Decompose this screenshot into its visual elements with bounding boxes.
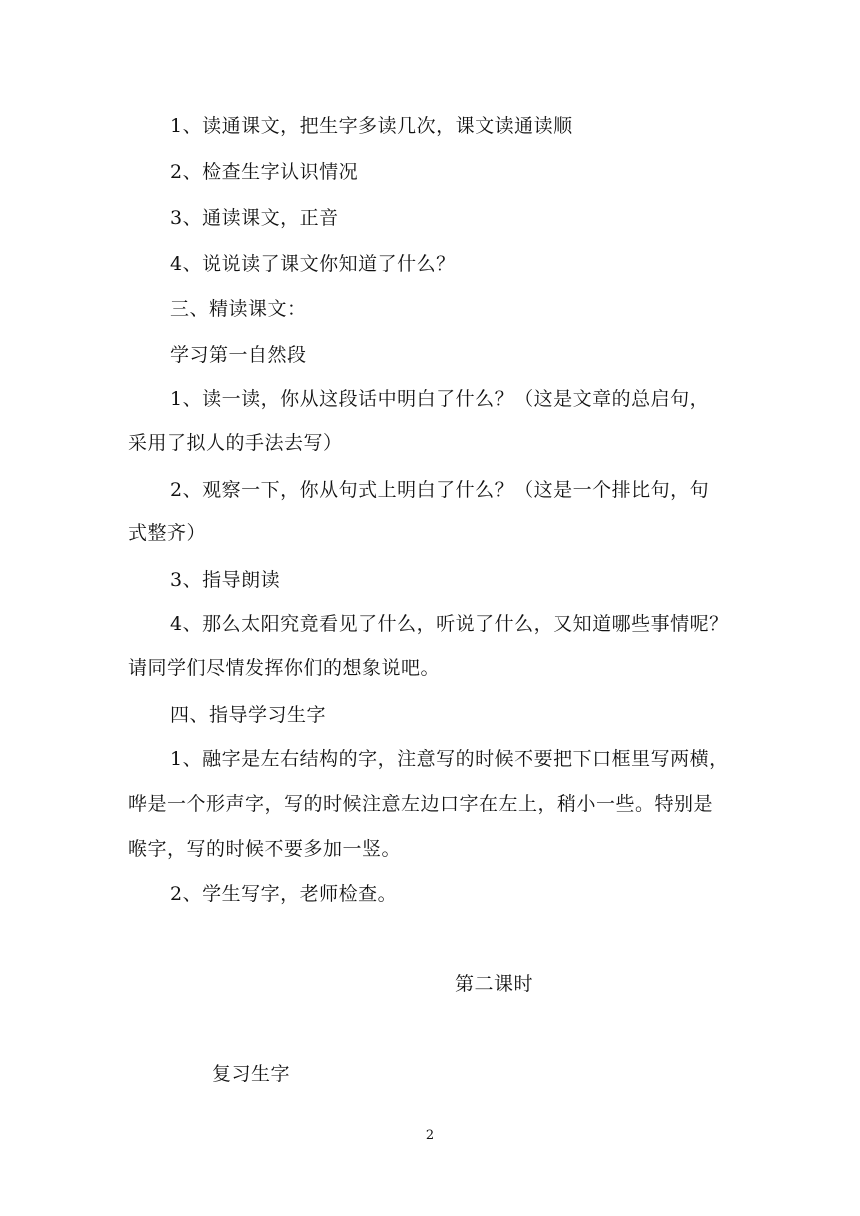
text-line: 3、通读课文，正音 bbox=[170, 207, 339, 229]
text-line: 2、学生写字，老师检查。 bbox=[170, 883, 398, 905]
page-number: 2 bbox=[425, 1128, 435, 1143]
text-line: 4、说说读了课文你知道了什么？ bbox=[170, 253, 456, 275]
text-line: 哗是一个形声字，写的时候注意左边口字在左上，稍小一些。特别是 bbox=[128, 793, 714, 815]
text-line: 复习生字 bbox=[212, 1063, 291, 1085]
text-line: 2、检查生字认识情况 bbox=[170, 161, 359, 183]
text-line: 1、读通课文，把生字多读几次，课文读通读顺 bbox=[170, 115, 573, 137]
lesson-title: 第二课时 bbox=[455, 973, 534, 995]
text-line: 3、指导朗读 bbox=[170, 569, 281, 591]
text-line: 2、观察一下，你从句式上明白了什么？（这是一个排比句，句 bbox=[170, 479, 710, 501]
text-line: 喉字，写的时候不要多加一竖。 bbox=[128, 838, 402, 860]
section-heading: 四、指导学习生字 bbox=[170, 704, 327, 726]
text-line: 1、读一读，你从这段话中明白了什么？（这是文章的总启句， bbox=[170, 388, 710, 410]
text-line: 式整齐） bbox=[128, 522, 207, 544]
text-line: 1、融字是左右结构的字，注意写的时候不要把下口框里写两横， bbox=[170, 748, 729, 770]
text-line: 请同学们尽情发挥你们的想象说吧。 bbox=[128, 657, 441, 679]
text-line: 学习第一自然段 bbox=[170, 344, 307, 366]
section-heading: 三、精读课文： bbox=[170, 298, 307, 320]
text-line: 4、那么太阳究竟看见了什么，听说了什么，又知道哪些事情呢？ bbox=[170, 613, 729, 635]
text-line: 采用了拟人的手法去写） bbox=[128, 432, 343, 454]
